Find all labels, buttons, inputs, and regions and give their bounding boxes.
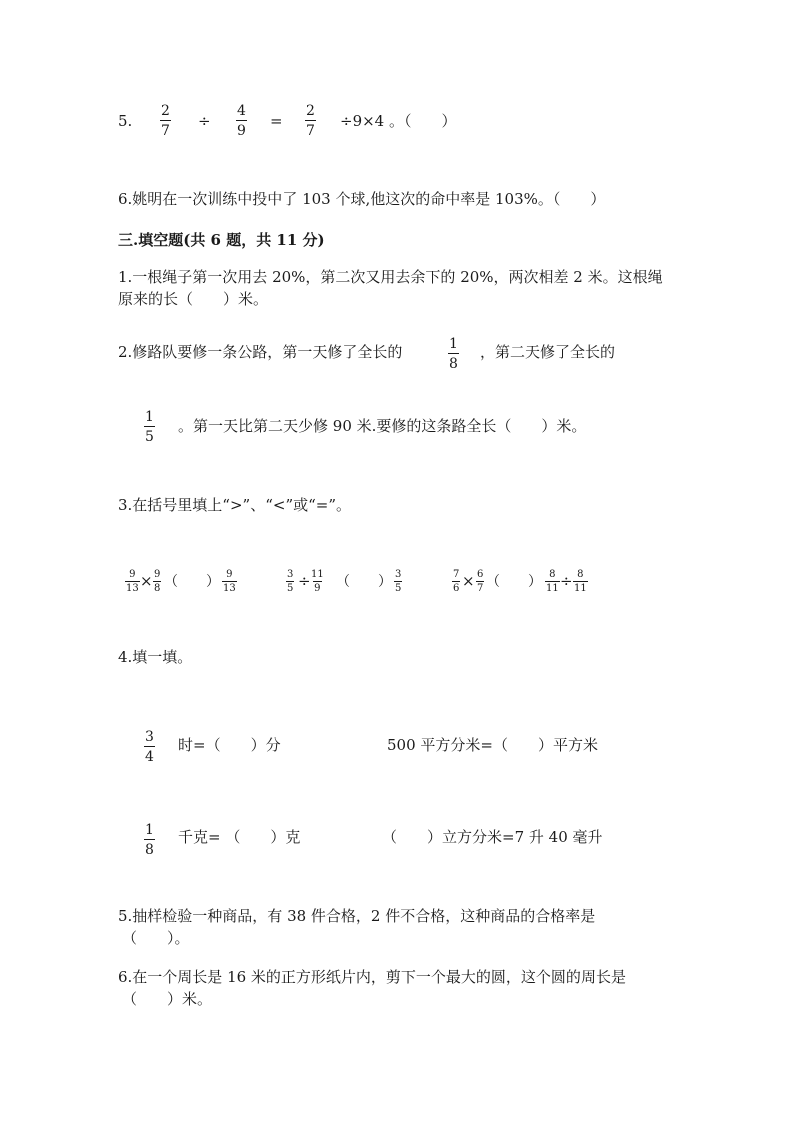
denominator: 13 [126, 583, 139, 594]
q5-fraction-3 [305, 104, 316, 138]
numerator: 3 [287, 569, 294, 580]
q5-fraction-2 [236, 104, 247, 138]
q2-text-3: 。第一天比第二天少修 90 米.要修的这条路全长（ ）米。 [178, 417, 587, 435]
q5-number: 5. [118, 112, 133, 130]
denominator: 7 [305, 120, 316, 138]
q3-c2-fraction-2 [310, 570, 325, 594]
q4-d-text: （ ）立方分米=7 升 40 毫升 [382, 828, 603, 846]
numerator: 8 [577, 569, 584, 580]
q4-a-text: 时=（ ）分 [178, 736, 281, 754]
q6-line-2: （ ）米。 [122, 990, 213, 1008]
q5-equals-sign: = [270, 112, 283, 130]
q4-c-fraction [144, 823, 155, 857]
denominator: 4 [144, 746, 155, 764]
q3-c3-fraction-1 [452, 570, 460, 594]
numerator: 4 [237, 103, 246, 119]
numerator: 3 [395, 569, 402, 580]
denominator: 11 [574, 583, 587, 594]
denominator: 6 [453, 583, 460, 594]
q3-c2-fraction-1 [286, 570, 294, 594]
numerator: 3 [145, 729, 154, 745]
q2-text-1: 2.修路队要修一条公路，第一天修了全长的 [118, 343, 403, 361]
denominator: 13 [223, 583, 236, 594]
denominator: 8 [448, 353, 459, 371]
numerator: 6 [477, 569, 484, 580]
numerator: 2 [161, 103, 170, 119]
q5-line-1: 5.抽样检验一种商品，有 38 件合格，2 件不合格，这种商品的合格率是 [118, 907, 596, 925]
numerator: 1 [145, 822, 154, 838]
q5-rest: ÷9×4 。（ ） [340, 112, 457, 130]
q6-true-false: 6.姚明在一次训练中投中了 103 个球,他这次的命中率是 103%。（ ） [118, 190, 606, 208]
numerator: 9 [226, 569, 233, 580]
q6-line-1: 6.在一个周长是 16 米的正方形纸片内，剪下一个最大的圆，这个圆的周长是 [118, 968, 626, 986]
q3-c3-fraction-2 [476, 570, 484, 594]
q4-a-fraction [144, 730, 155, 764]
section-title: 三.填空题(共 6 题，共 11 分) [118, 231, 325, 249]
q3-c3-multiply: × [462, 572, 475, 590]
q2-fraction-1 [448, 337, 459, 371]
q5-divide-sign: ÷ [198, 112, 211, 130]
denominator: 9 [236, 120, 247, 138]
denominator: 5 [395, 583, 402, 594]
numerator: 11 [311, 569, 324, 580]
denominator: 8 [144, 839, 155, 857]
denominator: 7 [477, 583, 484, 594]
q1-line-1: 1.一根绳子第一次用去 20%，第二次又用去余下的 20%，两次相差 2 米。这根绳 [118, 268, 663, 286]
q3-c3-fraction-3 [545, 570, 560, 594]
denominator: 5 [287, 583, 294, 594]
denominator: 8 [154, 583, 161, 594]
q3-c1-blank: （ ） [164, 574, 220, 590]
q5-line-2: （ ）。 [122, 929, 190, 947]
numerator: 1 [449, 336, 458, 352]
q3-instruction: 3.在括号里填上“>”、“<”或“=”。 [118, 496, 352, 514]
q3-c1-fraction-2 [153, 570, 161, 594]
numerator: 2 [306, 103, 315, 119]
q3-c2-divide: ÷ [298, 572, 311, 590]
denominator: 7 [160, 120, 171, 138]
q3-c3-fraction-4 [573, 570, 588, 594]
q4-b-text: 500 平方分米=（ ）平方米 [387, 736, 598, 754]
q3-c2-fraction-3 [394, 570, 402, 594]
q3-c1-fraction-3 [222, 570, 237, 594]
q3-c1-fraction-1 [125, 570, 140, 594]
q3-c3-blank: （ ） [486, 574, 542, 590]
numerator: 7 [453, 569, 460, 580]
q1-line-2: 原来的长（ ）米。 [118, 290, 269, 308]
q2-fraction-2 [144, 410, 155, 444]
numerator: 9 [129, 569, 136, 580]
numerator: 8 [549, 569, 556, 580]
q3-c2-blank: （ ） [336, 574, 392, 590]
denominator: 11 [546, 583, 559, 594]
q4-instruction: 4.填一填。 [118, 648, 193, 666]
q3-c3-divide: ÷ [560, 572, 573, 590]
denominator: 9 [314, 583, 321, 594]
q2-text-2: ，第二天修了全长的 [480, 343, 616, 361]
q4-c-text: 千克= （ ）克 [178, 828, 301, 846]
numerator: 9 [154, 569, 161, 580]
q5-fraction-1 [160, 104, 171, 138]
numerator: 1 [145, 409, 154, 425]
q3-c1-multiply: × [140, 572, 153, 590]
denominator: 5 [144, 426, 155, 444]
